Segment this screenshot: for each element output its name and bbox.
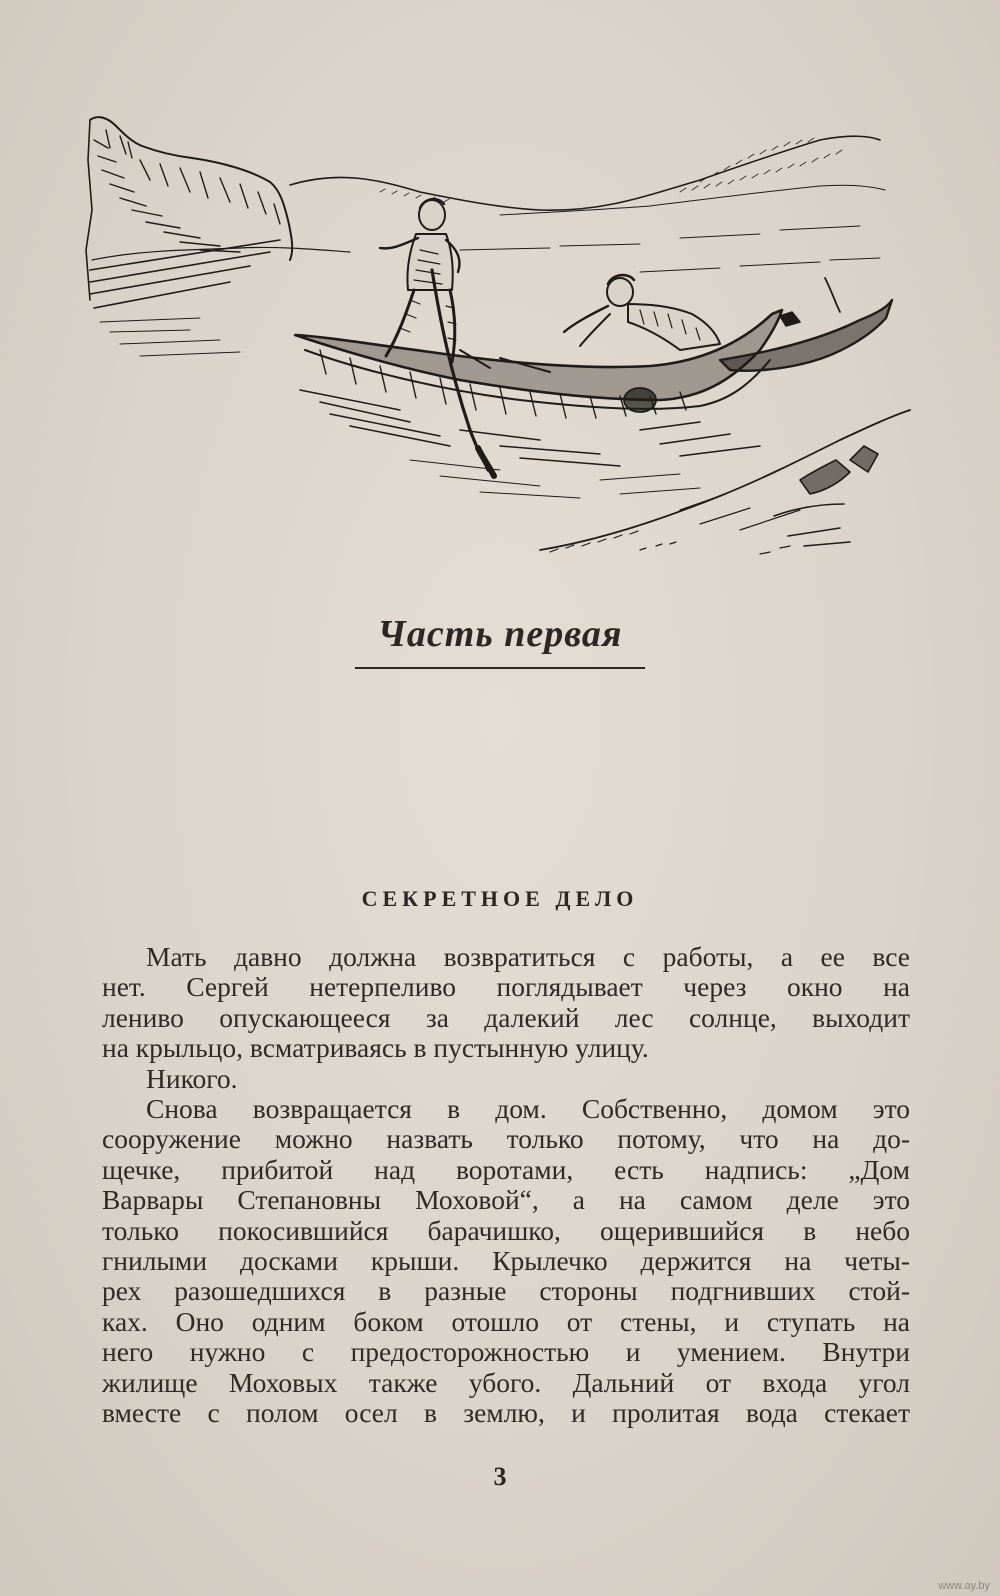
watermark: www.ay.by [938, 1580, 990, 1592]
main-boat [295, 310, 782, 400]
chapter-title: СЕКРЕТНОЕ ДЕЛО [361, 886, 639, 911]
text-line: ках. Оно одним боком отошло от стены, и ступать на [102, 1305, 910, 1337]
text-line: на крыльцо, всматриваясь в пустынную улицу. [102, 1032, 649, 1064]
text-line: Никого. [146, 1062, 238, 1094]
text-line: только покосившийся барачишко, ощерившийся в небо [102, 1214, 910, 1246]
far-hills [290, 136, 880, 210]
page-number: 3 [493, 1462, 507, 1491]
text-line: рех разошедшихся в разные стороны подгнивших стой- [102, 1275, 910, 1307]
text-line: гнилыми досками крыши. Крылечко держится на четы- [102, 1245, 910, 1277]
shore [540, 410, 910, 550]
text-line: жилище Моховых также убого. Дальний от входа угол [102, 1366, 910, 1398]
text-line: Мать давно должна возвратиться с работы, а ее все [146, 941, 910, 972]
standing-boy [380, 199, 460, 362]
text-line: него нужно с предосторожностью и умением. Внутри [102, 1336, 910, 1368]
text-line: нет. Сергей нетерпеливо поглядывает через окно на [102, 971, 910, 1003]
text-line: лениво опускающееся за далекий лес солнце, выходит [102, 1001, 910, 1033]
text-line: вместе с полом осел в землю, и пролитая вода стекает [102, 1397, 910, 1429]
part-title-underline [355, 667, 645, 669]
text-line: щечке, прибитой над воротами, есть надпись: „Дом [102, 1153, 910, 1185]
text-line: сооружение можно назвать только потому, что на до- [102, 1123, 910, 1155]
body-text [102, 942, 910, 1429]
text-line: Варвары Степановны Моховой“, а на самом деле это [102, 1184, 910, 1216]
leaning-man [564, 275, 720, 350]
text-line: Снова возвращается в дом. Собственно, домом это [146, 1093, 910, 1125]
part-title: Часть первая [377, 613, 623, 655]
boat-scene-illustration [80, 100, 920, 580]
